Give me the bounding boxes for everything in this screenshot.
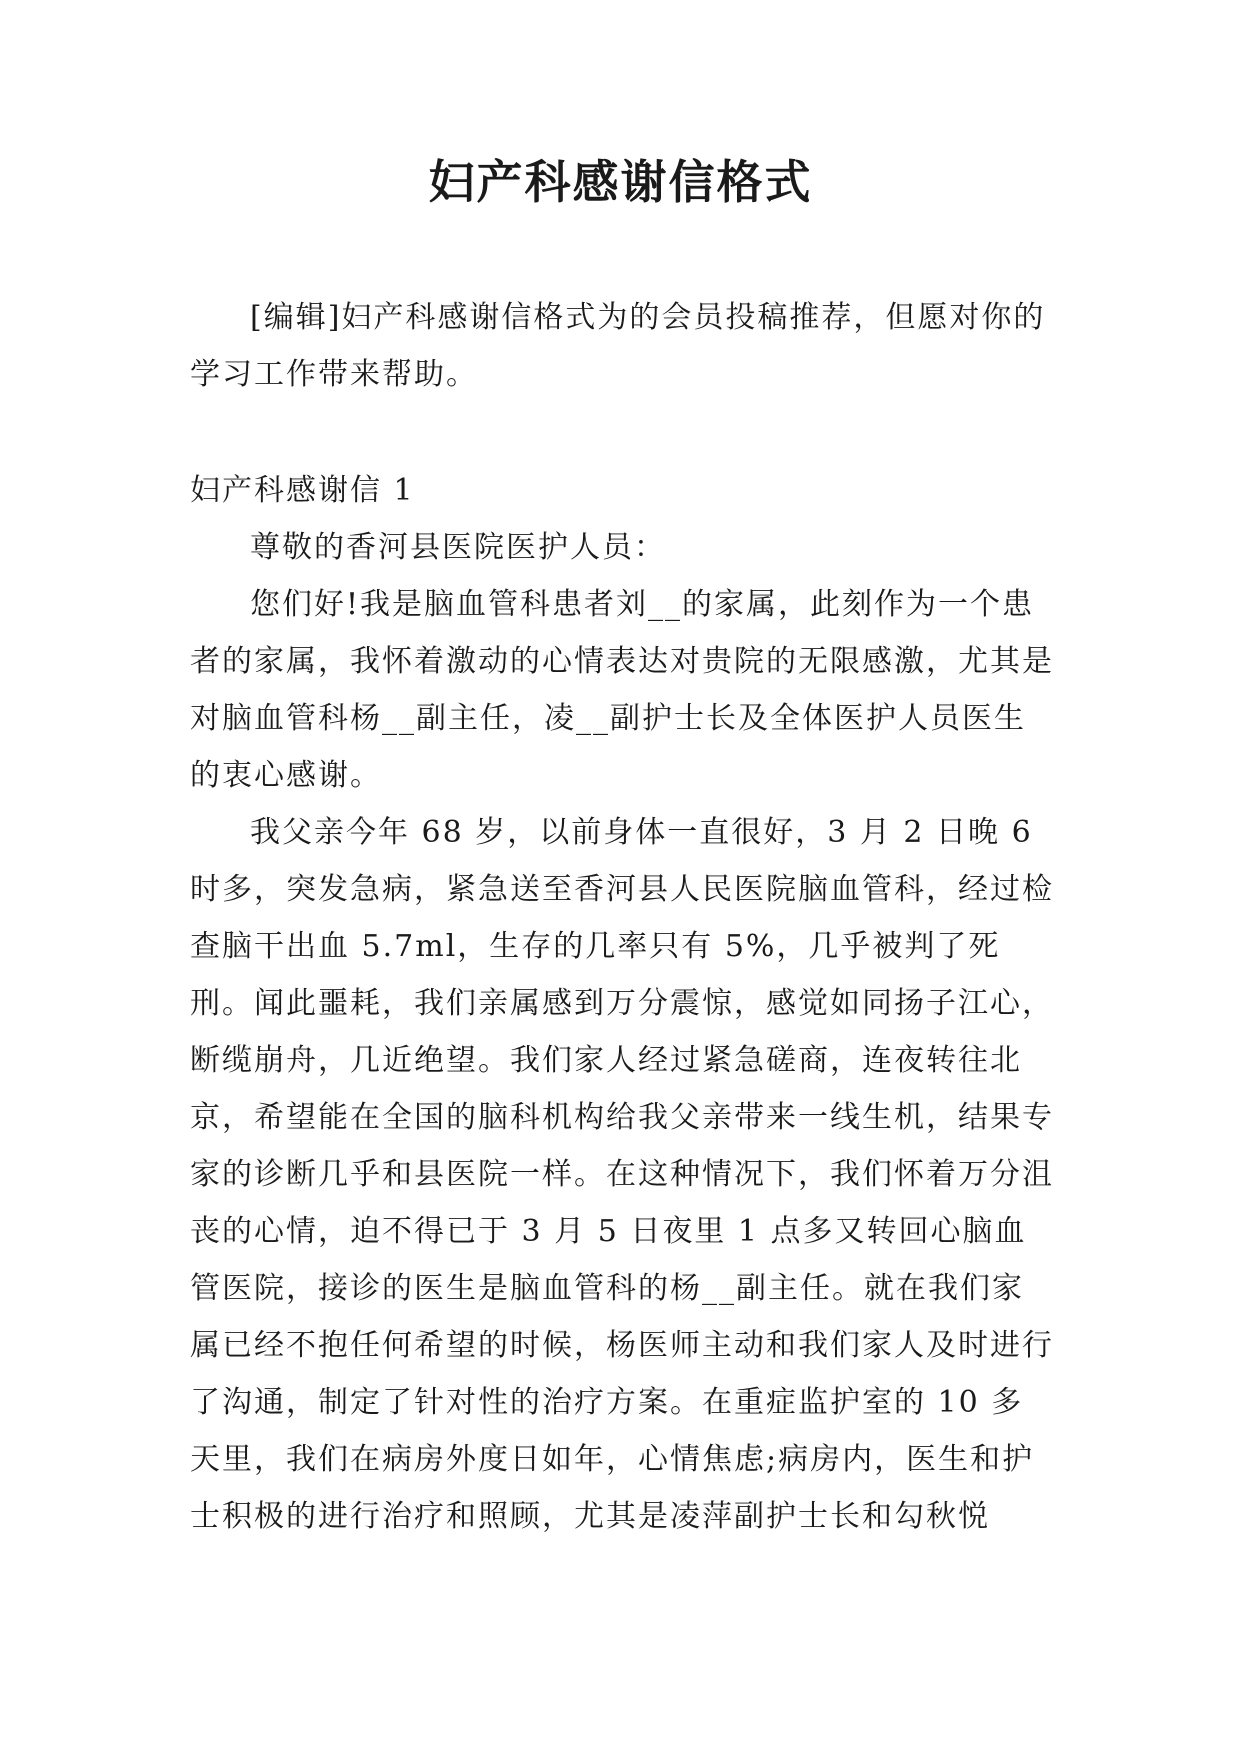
letter-block [190, 462, 1055, 1545]
intro-paragraph: [编辑]妇产科感谢信格式为的会员投稿推荐，但愿对你的学习工作带来帮助。 [190, 300, 1046, 392]
intro-block [190, 289, 1055, 403]
section-heading: 妇产科感谢信 1 [190, 473, 415, 508]
letter-salutation: 尊敬的香河县医院医护人员： [250, 530, 666, 565]
letter-paragraph: 您们好!我是脑血管科患者刘__的家属，此刻作为一个患者的家属，我怀着激动的心情表达对贵院的无限感激，尤其是对脑血管科杨__副主任，凌__副护士长及全体医护人员医生的衷心感谢。 [190, 587, 1054, 793]
letter-paragraph: 我父亲今年 68 岁，以前身体一直很好，3 月 2 日晚 6 时多，突发急病，紧急送至香河县人民医院脑血管科，经过检查脑干出血 5.7ml，生存的几率只有 5%，几乎被判了死刑。闻此噩耗，我们亲属感到万分震惊，感觉如同扬子江心，断缆崩舟，几近绝望。我们家人经过紧急磋商，连夜转往北京，希望能在全国的脑科机构给我父亲带来一线生机，结果专家的诊断几乎和县医院一样。在这种情况下，我们怀着万分沮丧的心情，迫不得已于 3 月 5 日夜里 1 点多又转回心脑血管医院，接诊的医生是脑血管科的杨__副主任。就在我们家属已经不抱任何希望的时候，杨医师主动和我们家人及时进行了沟通，制定了针对性的治疗方案。在重症监护室的 10 多天里，我们在病房外度日如年，心情焦虑;病房内，医生和护士积极的进行治疗和照顾，尤其是凌萍副护士长和勾秋悦 [190, 815, 1054, 1534]
document-title: 妇产科感谢信格式 [428, 155, 813, 209]
